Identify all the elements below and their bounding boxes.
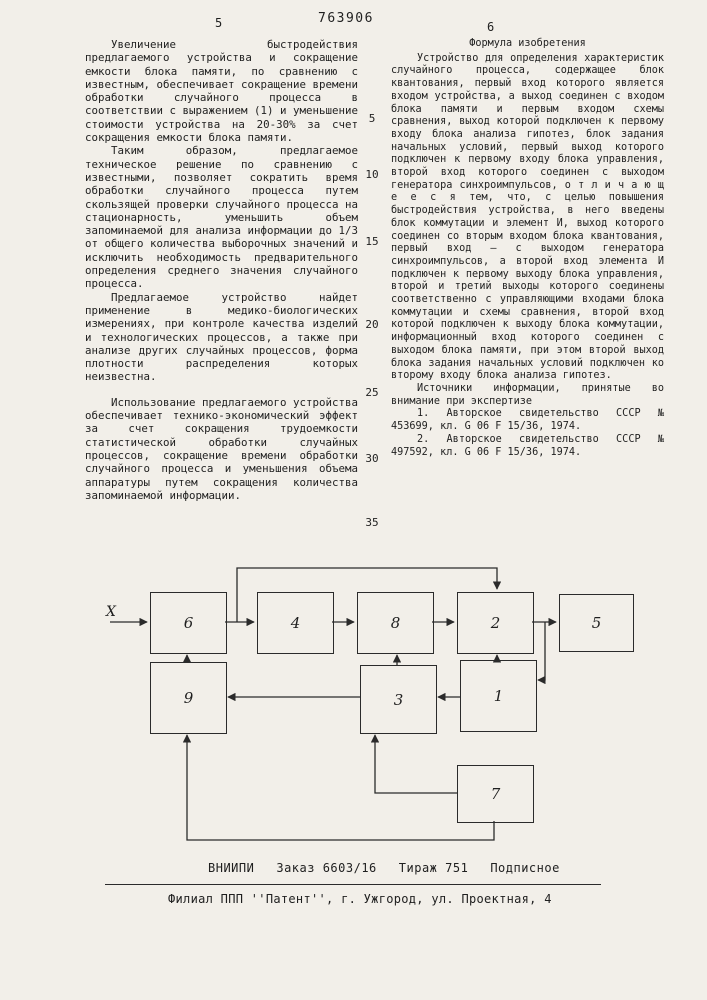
- paragraph: Использование предлагаемого устройства обеспечивает технико-экономический эффект за счет сокращения трудоемкости статистической обработки случайных процессов, сокращение времени обработки случайного процесса и уменьшения объема аппаратуры путем сокращения количества запоминаемой информации.: [85, 395, 359, 502]
- footer-org: ВНИИПИ: [208, 861, 255, 875]
- footer-publisher-line: [208, 861, 560, 875]
- reference-item: 1. Авторское свидетельство СССР № 453699, кл. G 06 F 15/36, 1974.: [391, 408, 664, 433]
- line-number-marker: 15: [365, 235, 379, 248]
- line-number-marker: 20: [365, 318, 379, 331]
- block-diagram: [0, 555, 707, 865]
- right-text-column: [391, 38, 664, 459]
- diagram-block-1: 1: [460, 660, 537, 732]
- patent-number: 763906: [318, 11, 374, 26]
- paragraph: Увеличение быстродействия предлагаемого устройства и сокращение емкости блока памяти, по сравнению с известным, обеспечивает сокращение времени обработки случайного процесса в соответствии с выражением (1) и уменьшение стоимости устройства на 20-30% за счет сокращения емкости блока памяти.: [85, 38, 359, 145]
- input-label-x: X: [106, 604, 116, 620]
- diagram-block-8: 8: [357, 592, 434, 654]
- line-number-marker: 35: [365, 516, 379, 529]
- page-number-right: 6: [487, 20, 495, 34]
- footer-tirage: Тираж 751: [398, 861, 469, 875]
- diagram-block-9: 9: [150, 662, 227, 734]
- diagram-block-2: 2: [457, 592, 534, 654]
- line-number-marker: 5: [368, 112, 376, 125]
- paragraph: Предлагаемое устройство найдет применение в медико-биологических измерениях, при контроле качества изделий и технологических процессов, а также при анализе других случайных процессов, форма плотности распределения которых неизвестна.: [85, 290, 358, 384]
- sources-intro: Источники информации, принятые во внимание при экспертизе: [391, 382, 664, 407]
- line-number-marker: 10: [365, 168, 379, 181]
- page-number-left: 5: [215, 16, 223, 30]
- claim-paragraph: Устройство для определения характеристик случайного процесса, содержащее блок квантования, первый вход которого является входом устройства, а выход соединен с входом блока памяти и первым входом схемы сравнения, выход которой подключен к первому входу блока анализа гипотез, блок задания начальных условий, первый выход которого подключен к первому входу блока управления, второй вход которого соединен с выходом генератора синхроимпульсов, о т л и ч а ю щ е е с я тем, что, с целью повышения быстродействия устройства, в него введены блок коммутации и элемент И, выход которого соединен со вторым входом блока квантования, первый вход — с выходом генератора синхроимпульсов, а второй вход элемента И подключен к первому выходу блока управления, второй и третий выходы которого соединены соответственно с управляющими входами блока коммутации и схемы сравнения, второй вход которой подключен к выходу блока коммутации, информационный вход которого соединен с выходом блока памяти, при этом второй выход блока задания начальных условий подключен ко второму входу блока анализа гипотез.: [391, 52, 664, 382]
- footer-branch-line: Филиал ППП ''Патент'', г. Ужгород, ул. Проектная, 4: [168, 892, 552, 906]
- reference-item: 2. Авторское свидетельство СССР № 497592, кл. G 06 F 15/36, 1974.: [391, 433, 664, 458]
- line-number-marker: 25: [365, 386, 379, 399]
- footer-divider: [105, 884, 601, 885]
- line-number-marker: 30: [365, 452, 379, 465]
- diagram-block-6: 6: [150, 592, 227, 654]
- diagram-block-3: 3: [360, 665, 437, 734]
- footer-subscription: Подписное: [490, 861, 560, 875]
- paragraph: Таким образом, предлагаемое техническое решение по сравнению с известными, позволяет сократить время обработки случайного процесса путем скользящей проверки случайного процесса на стационарность, уменьшить объем запоминаемой для анализа информации до 1/3 от общего количества выборочных значений и исключить необходимость предварительного определения среднего значения случайного процесса.: [85, 144, 359, 291]
- diagram-block-5: 5: [559, 594, 634, 652]
- left-text-column: [85, 38, 358, 502]
- footer-order: Заказ 6603/16: [276, 861, 377, 875]
- diagram-block-7: 7: [457, 765, 534, 823]
- claims-heading: Формула изобретения: [469, 38, 586, 49]
- diagram-block-4: 4: [257, 592, 334, 654]
